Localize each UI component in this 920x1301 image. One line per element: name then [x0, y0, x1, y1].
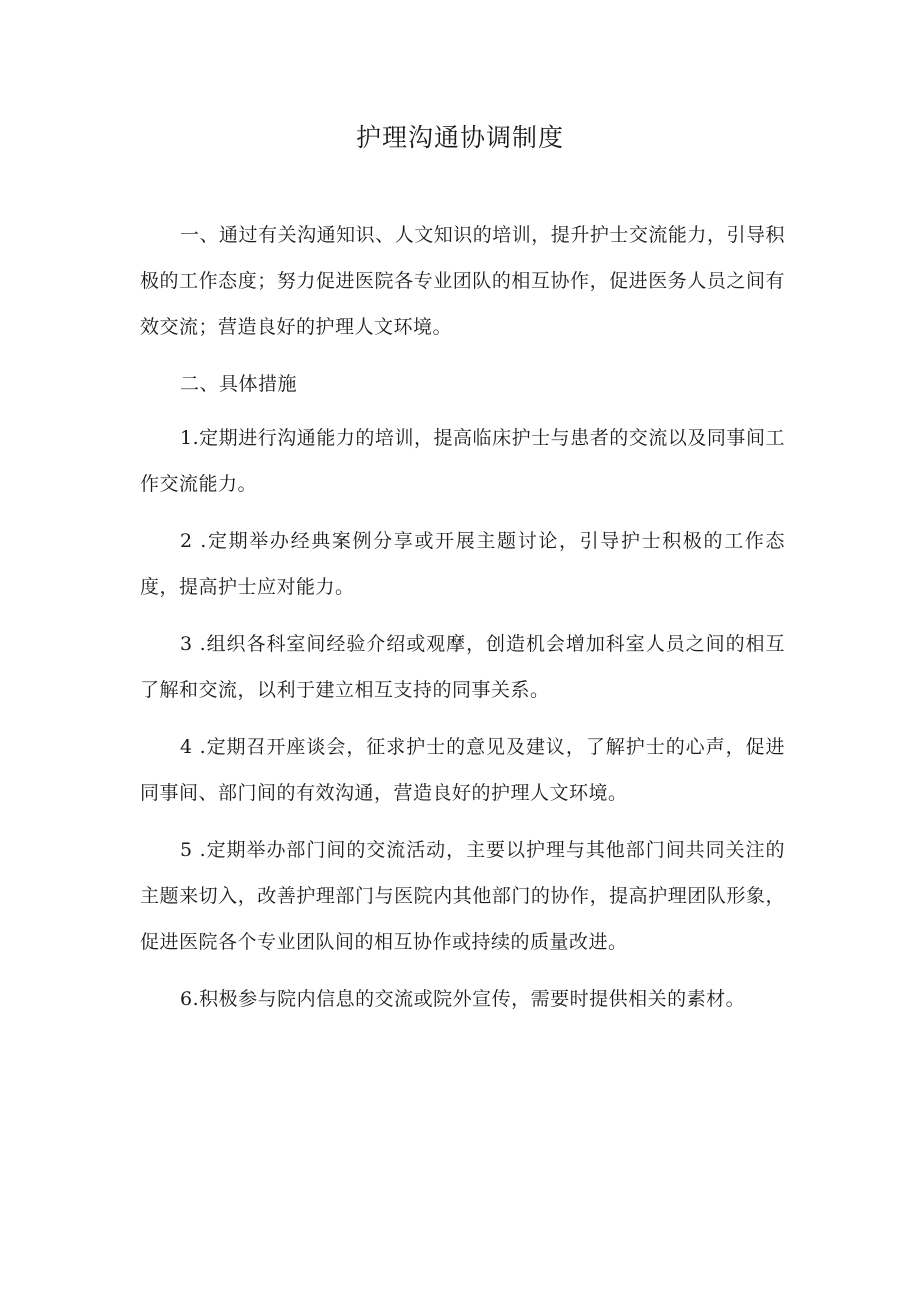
measure-item-4: 4 .定期召开座谈会，征求护士的意见及建议，了解护士的心声，促进同事间、部门间的有效沟通，营造良好的护理人文环境。: [140, 736, 785, 804]
document-body: [140, 212, 785, 1033]
section-heading-measures: 二、具体措施: [180, 373, 298, 395]
paragraph-purpose: 一、通过有关沟通知识、人文知识的培训，提升护士交流能力，引导积极的工作态度；努力促进医院各专业团队的相互协作，促进医务人员之间有效交流；营造良好的护理人文环境。: [140, 224, 785, 338]
measure-item-6: 6.积极参与院内信息的交流或院外宣传，需要时提供相关的素材。: [180, 988, 746, 1010]
measure-item-1: 1.定期进行沟通能力的培训，提高临床护士与患者的交流以及同事间工作交流能力。: [140, 427, 785, 495]
measure-item-5: 5 .定期举办部门间的交流活动，主要以护理与其他部门间共同关注的主题来切入，改善护理部门与医院内其他部门的协作，提高护理团队形象，促进医院各个专业团队间的相互协作或持续的质量改进。: [140, 839, 785, 953]
measure-item-3: 3 .组织各科室间经验介绍或观摩，创造机会增加科室人员之间的相互了解和交流，以利于建立相互支持的同事关系。: [140, 633, 785, 701]
measure-item-2: 2 .定期举办经典案例分享或开展主题讨论，引导护士积极的工作态度，提高护士应对能力。: [140, 530, 785, 598]
page-title: 护理沟通协调制度: [355, 123, 564, 152]
